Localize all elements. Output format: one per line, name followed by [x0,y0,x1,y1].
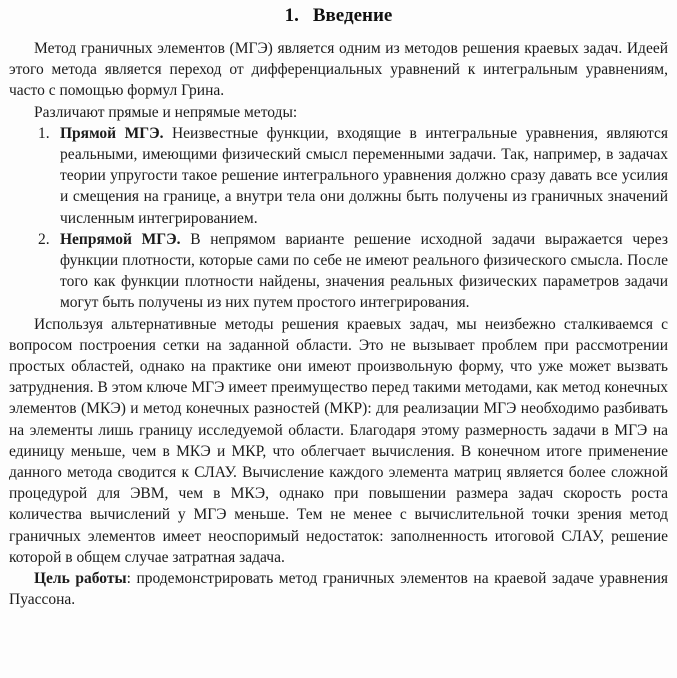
list-item-lead: Прямой МГЭ. [60,124,164,142]
list-item-text: В непрямом варианте решение исходной задачи выражается через функции плотности, которые сами по себе не имеют реального физического смысла. После того как функции плотности найдены, значения реальных физических параметров задачи могут быть получены из них путем простого интегрирования. [60,230,668,312]
discussion-paragraph: Используя альтернативные методы решения краевых задач, мы неизбежно сталкиваемся с вопросом построения сетки на заданной области. Это не вызывает проблем при рассмотрении простых областей, однако на практике они имеют произвольную форму, что уже может вызвать затруднения. В этом ключе МГЭ имеет преимущество перед такими методами, как метод конечных элементов (МКЭ) и метод конечных разностей (МКР): для реализации МГЭ необходимо разбивать на элементы лишь границу исследуемой области. Благодаря этому размерность задачи в МГЭ на единицу меньше, чем в МКЭ и МКР, что облегчает вычисления. В конечном итоге применение данного метода сводится к СЛАУ. Вычисление каждого элемента матриц является более сложной процедурой для ЭВМ, чем в МКЭ, однако при повышении размера задач скорость роста количества вычислений у МГЭ меньше. Тем не менее с вычислительной точки зрения метод граничных элементов имеет неоспоримый недостаток: заполненность итоговой СЛАУ, решение которой в общем случае затратная задача. [9,315,668,566]
section-heading [9,4,668,28]
goal-paragraph [9,568,668,610]
list-item-indirect-bem [9,229,668,314]
list-item-number: 2. [38,230,50,248]
goal-text: : продемонстрировать метод граничных элементов на краевой задаче уравнения Пуассона. [9,570,668,609]
methods-intro-paragraph: Различают прямые и непрямые методы: [34,103,298,121]
list-item-text: Неизвестные функции, входящие в интегральные уравнения, являются реальными, имеющими физический смысл переменными задачи. Так, например, в задачах теории упругости такое решение интегрального уравнения должно сразу давать все усилия и смещения на границе, а внутри тела они должны быть получены из граничных значений численным интегрированием. [60,124,668,227]
list-item-lead: Непрямой МГЭ. [60,230,181,248]
methods-list [9,123,668,314]
list-item-direct-bem [9,123,668,229]
intro-paragraph: Метод граничных элементов (МГЭ) является одним из методов решения краевых задач. Идеей этого метода является переход от дифференциальных уравнений к интегральным уравнениям, часто с помощью формул Грина. [9,40,668,100]
goal-lead: Цель работы [34,570,127,588]
list-item-number: 1. [38,124,50,142]
section-number: 1. [284,5,299,26]
section-title: Введение [312,5,393,26]
